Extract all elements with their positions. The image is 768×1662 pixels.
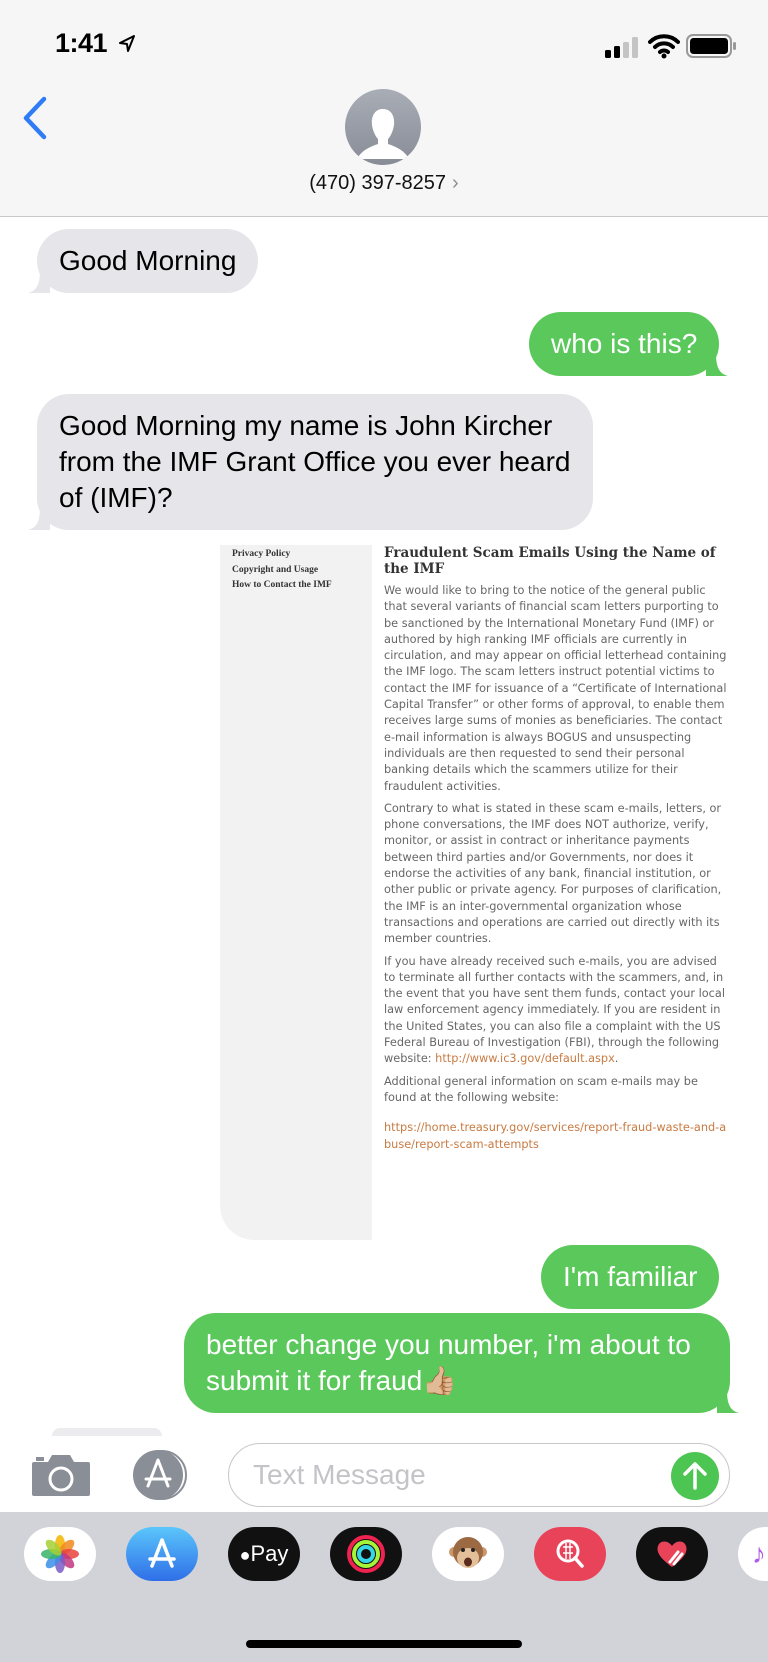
message-text: better change you number, i'm about to submit it for fraud👍🏼 bbox=[206, 1329, 691, 1396]
heart-touch-icon bbox=[652, 1534, 692, 1574]
signal-strength-icon bbox=[605, 36, 639, 58]
message-input[interactable] bbox=[253, 1456, 663, 1494]
app-store-icon bbox=[130, 1448, 198, 1502]
app-store-icon bbox=[142, 1534, 182, 1574]
app-apple-pay[interactable] bbox=[228, 1527, 300, 1581]
message-sent[interactable] bbox=[529, 312, 719, 376]
sidebar-link: Privacy Policy bbox=[232, 549, 291, 559]
arrow-up-icon bbox=[671, 1452, 719, 1500]
app-activity[interactable] bbox=[330, 1527, 402, 1581]
bubble-tail bbox=[28, 508, 50, 530]
sidebar-link: How to Contact the IMF bbox=[232, 580, 332, 590]
photos-icon bbox=[40, 1534, 80, 1574]
contact-name-button[interactable] bbox=[0, 172, 768, 195]
status-time: 1:41 bbox=[55, 28, 108, 58]
app-music[interactable] bbox=[738, 1527, 768, 1581]
chevron-left-icon bbox=[18, 95, 54, 141]
article-paragraph: Contrary to what is stated in these scam e-mails, letters, or phone conversations, the IMF does NOT authorize, verify, monitor, or assist in contract or inheritance payments between third parties and/or Governments, nor does it endorse the activities of any bank, financial institution, or other public or private agency. For purposes of clarification, the IMF is an inter-governmental organization whose transactions and operations are carried out directly with its member countries. bbox=[384, 801, 722, 946]
camera-button[interactable] bbox=[30, 1452, 92, 1498]
article-link: http://www.ic3.gov/default.aspx bbox=[435, 1052, 615, 1066]
music-note-icon: ♪ bbox=[752, 1538, 766, 1569]
bubble-tail bbox=[717, 1391, 739, 1413]
webpage-article bbox=[384, 545, 730, 1153]
conversation-header bbox=[0, 0, 768, 217]
message-text: Good Morning my name is John Kircher from the IMF Grant Office you ever heard of (IMF)? bbox=[59, 410, 571, 513]
app-animoji[interactable] bbox=[432, 1527, 504, 1581]
article-paragraph: We would like to bring to the notice of the general public that several variants of financial scam letters purporting to be sanctioned by the International Monetary Fund (IMF) or authored by high ranking IMF officials are currently in circulation, and may appear on official letterhead containing the IMF logo. The scam letters instruct potential victims to contact the IMF for issuance of a “Certificate of International Capital Transfer” or other forms of approval, to enable them receives large sums of monies as beneficiaries. The contact e-mail information is always BOGUS and unsuspecting individuals are then requested to send their personal banking details which the scammers utilize for their fraudulent activities. bbox=[384, 584, 727, 793]
webpage-sidebar bbox=[220, 545, 372, 1240]
article-link: https://home.treasury.gov/services/report-fraud-waste-and-abuse/report-scam-attempts bbox=[384, 1121, 727, 1151]
image-attachment[interactable] bbox=[220, 545, 730, 1240]
globe-search-icon bbox=[550, 1534, 590, 1574]
sidebar-link: Copyright and Usage bbox=[232, 564, 319, 575]
apple-pay-icon: ●Pay bbox=[239, 1541, 289, 1566]
message-sent[interactable] bbox=[184, 1313, 730, 1413]
message-sent[interactable] bbox=[541, 1245, 719, 1309]
bubble-tail bbox=[28, 271, 50, 293]
camera-icon bbox=[30, 1452, 92, 1498]
battery-full-icon bbox=[686, 33, 738, 59]
home-indicator[interactable] bbox=[246, 1640, 522, 1648]
article-title: Fraudulent Scam Emails Using the Name of the IMF bbox=[384, 545, 716, 577]
message-text: who is this? bbox=[551, 328, 698, 359]
message-text: I'm familiar bbox=[563, 1261, 698, 1292]
message-received[interactable] bbox=[37, 394, 593, 530]
wifi-icon bbox=[648, 33, 680, 59]
chevron-right-icon: › bbox=[452, 172, 459, 194]
app-store-button[interactable] bbox=[130, 1448, 198, 1502]
bubble-tail bbox=[706, 354, 728, 376]
message-received[interactable] bbox=[37, 229, 258, 293]
send-button[interactable] bbox=[671, 1452, 719, 1500]
message-text: Good Morning bbox=[59, 245, 237, 276]
app-store[interactable] bbox=[126, 1527, 198, 1581]
app-photos[interactable] bbox=[24, 1527, 96, 1581]
monkey-icon bbox=[446, 1532, 490, 1576]
person-silhouette-icon bbox=[345, 89, 421, 165]
app-digital-touch[interactable] bbox=[636, 1527, 708, 1581]
app-image-search[interactable] bbox=[534, 1527, 606, 1581]
location-arrow-icon bbox=[117, 34, 137, 54]
article-paragraph: Additional general information on scam e-mails may be found at the following website: bbox=[384, 1074, 698, 1104]
contact-avatar[interactable] bbox=[345, 89, 421, 165]
article-paragraph: If you have already received such e-mails, you are advised to terminate all further contacts with the scammers, and, in the event that you have sent them funds, contact your local law enforcement agency immediately. If you are resident in the United States, you can also file a complaint with the US Federal Bureau of Investigation (FBI), through the following website: http://www.ic3.gov/default.aspx. bbox=[384, 954, 725, 1066]
typing-bubble-peek bbox=[52, 1428, 162, 1436]
contact-number: (470) 397-8257 bbox=[309, 172, 447, 194]
message-input-field[interactable] bbox=[228, 1443, 730, 1507]
activity-rings-icon bbox=[344, 1532, 388, 1576]
back-button[interactable] bbox=[18, 95, 54, 141]
